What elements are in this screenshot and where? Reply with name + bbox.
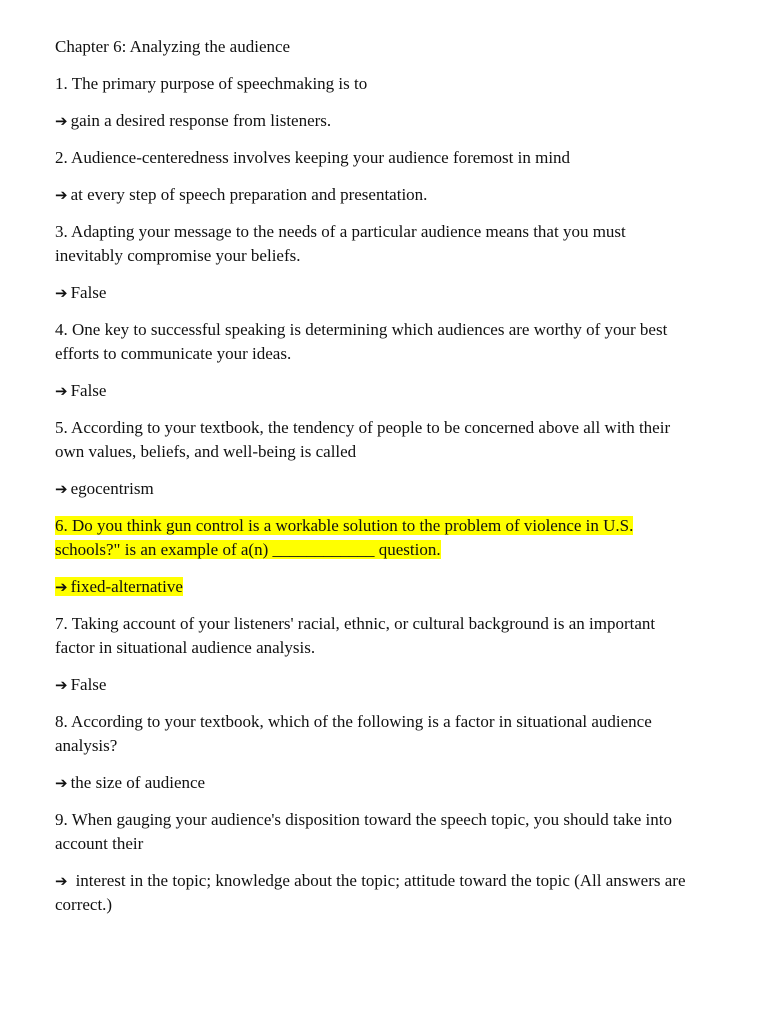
answer-text: False: [70, 675, 107, 694]
highlighted-answer: [55, 577, 183, 596]
document-title: Chapter 6: Analyzing the audience: [55, 37, 291, 56]
answer-3: [55, 281, 695, 305]
question-2: 2. Audience-centeredness involves keeping your audience foremost in mind: [55, 148, 571, 167]
question-3: 3. Adapting your message to the needs of a particular audience means that you must inevitably compromise your beliefs.: [55, 222, 626, 265]
answer-text: gain a desired response from listeners.: [70, 111, 332, 130]
arrow-right-icon: ➔: [55, 186, 68, 204]
highlighted-question-text: 6. Do you think gun control is a workable solution to the problem of violence in U.S. schools?" is an example of a(n) ____________ question.: [55, 516, 634, 559]
answer-text: egocentrism: [70, 479, 154, 498]
answer-text: interest in the topic; knowledge about the topic; attitude toward the topic (All answers are correct.): [55, 871, 686, 914]
question-8: 8. According to your textbook, which of the following is a factor in situational audience analysis?: [55, 712, 652, 755]
document-page: [55, 35, 695, 930]
arrow-right-icon: ➔: [55, 872, 68, 890]
arrow-right-icon: ➔: [55, 382, 68, 400]
answer-1: [55, 109, 695, 133]
arrow-right-icon: ➔: [55, 112, 68, 130]
question-1: 1. The primary purpose of speechmaking is to: [55, 74, 368, 93]
answer-text: at every step of speech preparation and presentation.: [70, 185, 428, 204]
answer-text: the size of audience: [70, 773, 206, 792]
question-4: 4. One key to successful speaking is determining which audiences are worthy of your best efforts to communicate your ideas.: [55, 320, 668, 363]
answer-9: [55, 869, 695, 917]
arrow-right-icon: ➔: [55, 480, 68, 498]
answer-2: [55, 183, 695, 207]
answer-7: [55, 673, 695, 697]
arrow-right-icon: ➔: [55, 578, 68, 596]
question-6: [55, 514, 695, 562]
arrow-right-icon: ➔: [55, 774, 68, 792]
answer-5: [55, 477, 695, 501]
answer-4: [55, 379, 695, 403]
answer-6: [55, 575, 695, 599]
question-9: 9. When gauging your audience's disposition toward the speech topic, you should take into account their: [55, 810, 672, 853]
answer-text: False: [70, 381, 107, 400]
question-5: 5. According to your textbook, the tendency of people to be concerned above all with their own values, beliefs, and well-being is called: [55, 418, 671, 461]
question-7: 7. Taking account of your listeners' racial, ethnic, or cultural background is an important factor in situational audience analysis.: [55, 614, 656, 657]
arrow-right-icon: ➔: [55, 676, 68, 694]
answer-8: [55, 771, 695, 795]
answer-text: False: [70, 283, 107, 302]
answer-text: fixed-alternative: [70, 577, 183, 596]
arrow-right-icon: ➔: [55, 284, 68, 302]
